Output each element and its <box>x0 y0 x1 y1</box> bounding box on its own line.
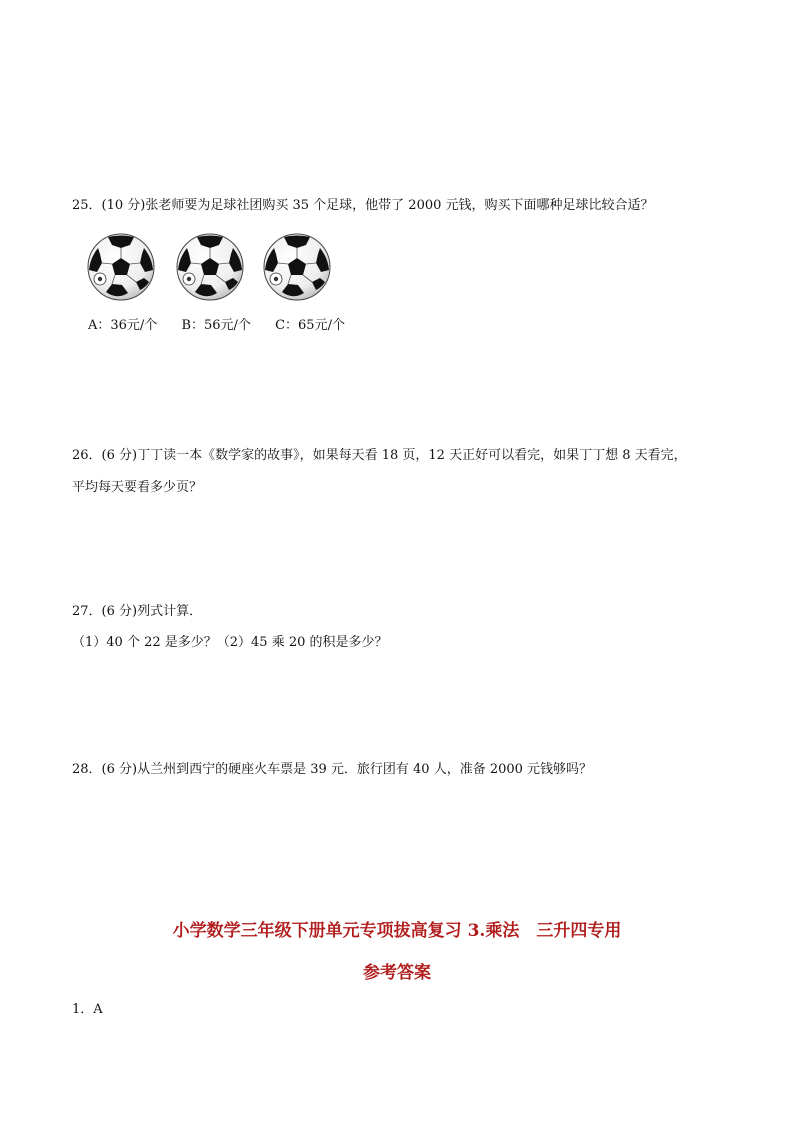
question-27-line1: 27．(6 分)列式计算． <box>72 604 203 619</box>
option-c: C：65元/个 <box>275 318 345 333</box>
soccer-ball-icon <box>175 232 245 302</box>
answer-1: 1．A <box>72 1002 103 1017</box>
question-25-options <box>88 314 365 333</box>
question-27-line2: （1）40 个 22 是多少？（2）45 乘 20 的积是多少？ <box>72 635 388 650</box>
question-26-line1: 26．(6 分)丁丁读一本《数学家的故事》，如果每天看 18 页，12 天正好可以看完，如果丁丁想 8 天看完， <box>72 448 687 463</box>
answer-title: 小学数学三年级下册单元专项拔高复习 3.乘法 三升四专用 <box>172 921 622 941</box>
option-a: A：36元/个 <box>88 318 158 333</box>
question-25: 25．(10 分)张老师要为足球社团购买 35 个足球，他带了 2000 元钱，购买下面哪种足球比较合适？ <box>72 198 654 213</box>
option-b: B：56元/个 <box>181 318 251 333</box>
question-28: 28．(6 分)从兰州到西宁的硬座火车票是 39 元．旅行团有 40 人，准备 2000 元钱够吗？ <box>72 762 593 777</box>
soccer-ball-icon <box>262 232 332 302</box>
answer-subtitle: 参考答案 <box>363 963 431 983</box>
question-26-line2: 平均每天要看多少页？ <box>72 480 203 495</box>
soccer-ball-icon <box>86 232 156 302</box>
